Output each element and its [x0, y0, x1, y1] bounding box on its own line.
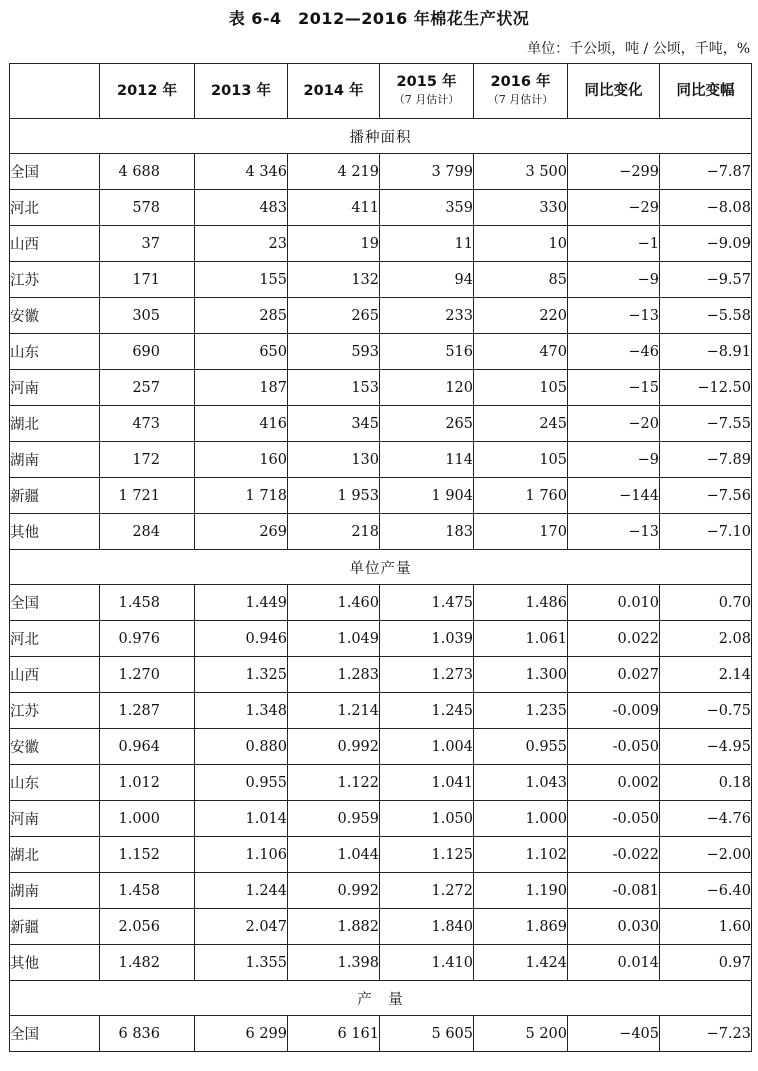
header-cell: 2014 年 — [288, 64, 380, 119]
value-cell: 1 904 — [380, 478, 474, 514]
value-cell: 1.424 — [474, 945, 568, 981]
value-cell: -0.081 — [568, 873, 660, 909]
table-row — [10, 154, 752, 190]
value-cell: 0.946 — [195, 621, 288, 657]
value-cell: 3 799 — [380, 154, 474, 190]
value-cell: 416 — [195, 406, 288, 442]
section-row — [10, 550, 752, 585]
value-cell: 19 — [288, 226, 380, 262]
value-cell: 6 299 — [195, 1016, 288, 1052]
table-row — [10, 765, 752, 801]
header-cell: 同比变化 — [568, 64, 660, 119]
value-cell: 1.050 — [380, 801, 474, 837]
value-cell: 265 — [288, 298, 380, 334]
table-row — [10, 406, 752, 442]
value-cell: 0.010 — [568, 585, 660, 621]
value-cell: 1.273 — [380, 657, 474, 693]
section-title: 播种面积 — [10, 119, 752, 154]
value-cell: 171 — [100, 262, 195, 298]
table-row — [10, 873, 752, 909]
value-cell: 1.000 — [474, 801, 568, 837]
value-cell: 1.044 — [288, 837, 380, 873]
value-cell: 23 — [195, 226, 288, 262]
value-cell: −7.10 — [660, 514, 752, 550]
value-cell: 0.964 — [100, 729, 195, 765]
value-cell: −7.55 — [660, 406, 752, 442]
value-cell: 0.002 — [568, 765, 660, 801]
value-cell: 114 — [380, 442, 474, 478]
header-cell — [10, 64, 100, 119]
value-cell: 1.869 — [474, 909, 568, 945]
value-cell: 187 — [195, 370, 288, 406]
header-cell: 同比变幅 — [660, 64, 752, 119]
value-cell: 1.014 — [195, 801, 288, 837]
table-title: 表 6-4 2012—2016 年棉花生产状况 — [228, 9, 530, 28]
value-cell: 1.049 — [288, 621, 380, 657]
value-cell: 2.056 — [100, 909, 195, 945]
value-cell: -0.022 — [568, 837, 660, 873]
region-cell: 全国 — [10, 1016, 100, 1052]
value-cell: 0.992 — [288, 729, 380, 765]
value-cell: 130 — [288, 442, 380, 478]
value-cell: −20 — [568, 406, 660, 442]
section-title: 产 量 — [10, 981, 752, 1016]
value-cell: -0.009 — [568, 693, 660, 729]
value-cell: −7.23 — [660, 1016, 752, 1052]
table-row — [10, 478, 752, 514]
value-cell: −7.89 — [660, 442, 752, 478]
value-cell: 1.106 — [195, 837, 288, 873]
value-cell: 1.475 — [380, 585, 474, 621]
value-cell: 1.882 — [288, 909, 380, 945]
region-cell: 其他 — [10, 514, 100, 550]
value-cell: 1 721 — [100, 478, 195, 514]
region-cell: 河南 — [10, 801, 100, 837]
value-cell: 4 346 — [195, 154, 288, 190]
table-row — [10, 585, 752, 621]
table-row — [10, 801, 752, 837]
table-row — [10, 729, 752, 765]
value-cell: −1 — [568, 226, 660, 262]
value-cell: -0.050 — [568, 801, 660, 837]
value-cell: −9.57 — [660, 262, 752, 298]
value-cell: −4.95 — [660, 729, 752, 765]
value-cell: 0.18 — [660, 765, 752, 801]
header-cell: 2016 年 （7 月估计） — [474, 64, 568, 119]
value-cell: 5 200 — [474, 1016, 568, 1052]
region-cell: 江苏 — [10, 262, 100, 298]
value-cell: 1.041 — [380, 765, 474, 801]
value-cell: −144 — [568, 478, 660, 514]
value-cell: 1.325 — [195, 657, 288, 693]
value-cell: 0.880 — [195, 729, 288, 765]
region-cell: 山西 — [10, 226, 100, 262]
table-row — [10, 298, 752, 334]
value-cell: 0.959 — [288, 801, 380, 837]
value-cell: 1.270 — [100, 657, 195, 693]
value-cell: 2.14 — [660, 657, 752, 693]
value-cell: 473 — [100, 406, 195, 442]
value-cell: −0.75 — [660, 693, 752, 729]
value-cell: 1.004 — [380, 729, 474, 765]
value-cell: 0.022 — [568, 621, 660, 657]
region-cell: 河北 — [10, 621, 100, 657]
table-row — [10, 837, 752, 873]
value-cell: 1.410 — [380, 945, 474, 981]
table-row — [10, 909, 752, 945]
region-cell: 全国 — [10, 154, 100, 190]
value-cell: 0.027 — [568, 657, 660, 693]
table-row — [10, 190, 752, 226]
section-row — [10, 981, 752, 1016]
table-row — [10, 621, 752, 657]
region-cell: 安徽 — [10, 298, 100, 334]
value-cell: 245 — [474, 406, 568, 442]
value-cell: 483 — [195, 190, 288, 226]
value-cell: −9 — [568, 442, 660, 478]
value-cell: 330 — [474, 190, 568, 226]
value-cell: 1.398 — [288, 945, 380, 981]
value-cell: 3 500 — [474, 154, 568, 190]
value-cell: 516 — [380, 334, 474, 370]
value-cell: 285 — [195, 298, 288, 334]
value-cell: 153 — [288, 370, 380, 406]
region-cell: 河南 — [10, 370, 100, 406]
value-cell: 411 — [288, 190, 380, 226]
region-cell: 山西 — [10, 657, 100, 693]
value-cell: 359 — [380, 190, 474, 226]
header-cell: 2012 年 — [100, 64, 195, 119]
region-cell: 其他 — [10, 945, 100, 981]
region-cell: 全国 — [10, 585, 100, 621]
value-cell: −46 — [568, 334, 660, 370]
region-cell: 山东 — [10, 334, 100, 370]
region-cell: 江苏 — [10, 693, 100, 729]
value-cell: 6 836 — [100, 1016, 195, 1052]
value-cell: 2.047 — [195, 909, 288, 945]
value-cell: 2.08 — [660, 621, 752, 657]
value-cell: 4 688 — [100, 154, 195, 190]
region-cell: 新疆 — [10, 909, 100, 945]
value-cell: 1.355 — [195, 945, 288, 981]
value-cell: 0.014 — [568, 945, 660, 981]
value-cell: 1.840 — [380, 909, 474, 945]
value-cell: 1.482 — [100, 945, 195, 981]
table-row — [10, 693, 752, 729]
region-cell: 新疆 — [10, 478, 100, 514]
value-cell: 5 605 — [380, 1016, 474, 1052]
value-cell: −2.00 — [660, 837, 752, 873]
region-cell: 山东 — [10, 765, 100, 801]
region-cell: 湖北 — [10, 837, 100, 873]
value-cell: 1.102 — [474, 837, 568, 873]
value-cell: 155 — [195, 262, 288, 298]
value-cell: 1.287 — [100, 693, 195, 729]
value-cell: 85 — [474, 262, 568, 298]
value-cell: 578 — [100, 190, 195, 226]
value-cell: 1.449 — [195, 585, 288, 621]
value-cell: 183 — [380, 514, 474, 550]
value-cell: 1.190 — [474, 873, 568, 909]
value-cell: 593 — [288, 334, 380, 370]
value-cell: 220 — [474, 298, 568, 334]
value-cell: 1.235 — [474, 693, 568, 729]
value-cell: −9.09 — [660, 226, 752, 262]
unit-note: 单位：千公顷，吨 / 公顷，千吨，% — [527, 41, 750, 57]
value-cell: 1.60 — [660, 909, 752, 945]
table-row — [10, 370, 752, 406]
value-cell: −7.56 — [660, 478, 752, 514]
value-cell: 257 — [100, 370, 195, 406]
value-cell: 345 — [288, 406, 380, 442]
value-cell: 10 — [474, 226, 568, 262]
table-row — [10, 945, 752, 981]
value-cell: −7.87 — [660, 154, 752, 190]
value-cell: 1.012 — [100, 765, 195, 801]
value-cell: 4 219 — [288, 154, 380, 190]
value-cell: 305 — [100, 298, 195, 334]
value-cell: 690 — [100, 334, 195, 370]
header-row — [10, 64, 752, 119]
table-row — [10, 1016, 752, 1052]
value-cell: 470 — [474, 334, 568, 370]
value-cell: 1.122 — [288, 765, 380, 801]
value-cell: −15 — [568, 370, 660, 406]
value-cell: 0.992 — [288, 873, 380, 909]
value-cell: 1.039 — [380, 621, 474, 657]
table-row — [10, 442, 752, 478]
value-cell: 105 — [474, 370, 568, 406]
cotton-production-table — [9, 63, 752, 1052]
header-cell: 2015 年 （7 月估计） — [380, 64, 474, 119]
region-cell: 安徽 — [10, 729, 100, 765]
table-row — [10, 226, 752, 262]
value-cell: 94 — [380, 262, 474, 298]
value-cell: 0.976 — [100, 621, 195, 657]
region-cell: 湖南 — [10, 442, 100, 478]
value-cell: 132 — [288, 262, 380, 298]
value-cell: 1.460 — [288, 585, 380, 621]
value-cell: 1.244 — [195, 873, 288, 909]
value-cell: −405 — [568, 1016, 660, 1052]
value-cell: 105 — [474, 442, 568, 478]
value-cell: 0.97 — [660, 945, 752, 981]
value-cell: 1.043 — [474, 765, 568, 801]
header-cell: 2013 年 — [195, 64, 288, 119]
table-row — [10, 334, 752, 370]
table-row — [10, 657, 752, 693]
section-row — [10, 119, 752, 154]
table-row — [10, 514, 752, 550]
section-title: 单位产量 — [10, 550, 752, 585]
table-row — [10, 262, 752, 298]
value-cell: −5.58 — [660, 298, 752, 334]
value-cell: 1.458 — [100, 873, 195, 909]
value-cell: 0.955 — [474, 729, 568, 765]
value-cell: −12.50 — [660, 370, 752, 406]
value-cell: 170 — [474, 514, 568, 550]
table-body — [10, 119, 752, 1052]
value-cell: 1 718 — [195, 478, 288, 514]
value-cell: 1.458 — [100, 585, 195, 621]
value-cell: 1.283 — [288, 657, 380, 693]
value-cell: −8.91 — [660, 334, 752, 370]
value-cell: −13 — [568, 298, 660, 334]
value-cell: −29 — [568, 190, 660, 226]
region-cell: 河北 — [10, 190, 100, 226]
value-cell: −13 — [568, 514, 660, 550]
value-cell: 218 — [288, 514, 380, 550]
value-cell: 265 — [380, 406, 474, 442]
value-cell: 1.245 — [380, 693, 474, 729]
region-cell: 湖北 — [10, 406, 100, 442]
value-cell: 0.955 — [195, 765, 288, 801]
value-cell: 1.272 — [380, 873, 474, 909]
value-cell: 11 — [380, 226, 474, 262]
value-cell: 1.000 — [100, 801, 195, 837]
value-cell: 160 — [195, 442, 288, 478]
value-cell: 1.061 — [474, 621, 568, 657]
value-cell: 6 161 — [288, 1016, 380, 1052]
value-cell: −299 — [568, 154, 660, 190]
value-cell: 233 — [380, 298, 474, 334]
value-cell: 0.70 — [660, 585, 752, 621]
value-cell: −9 — [568, 262, 660, 298]
value-cell: -0.050 — [568, 729, 660, 765]
value-cell: 269 — [195, 514, 288, 550]
value-cell: 650 — [195, 334, 288, 370]
value-cell: 1.486 — [474, 585, 568, 621]
value-cell: 1.348 — [195, 693, 288, 729]
value-cell: −8.08 — [660, 190, 752, 226]
value-cell: 1.125 — [380, 837, 474, 873]
value-cell: 1 760 — [474, 478, 568, 514]
value-cell: 1.152 — [100, 837, 195, 873]
value-cell: 0.030 — [568, 909, 660, 945]
value-cell: 1.300 — [474, 657, 568, 693]
value-cell: 284 — [100, 514, 195, 550]
region-cell: 湖南 — [10, 873, 100, 909]
value-cell: −6.40 — [660, 873, 752, 909]
value-cell: 1.214 — [288, 693, 380, 729]
value-cell: −4.76 — [660, 801, 752, 837]
value-cell: 37 — [100, 226, 195, 262]
value-cell: 1 953 — [288, 478, 380, 514]
value-cell: 172 — [100, 442, 195, 478]
value-cell: 120 — [380, 370, 474, 406]
